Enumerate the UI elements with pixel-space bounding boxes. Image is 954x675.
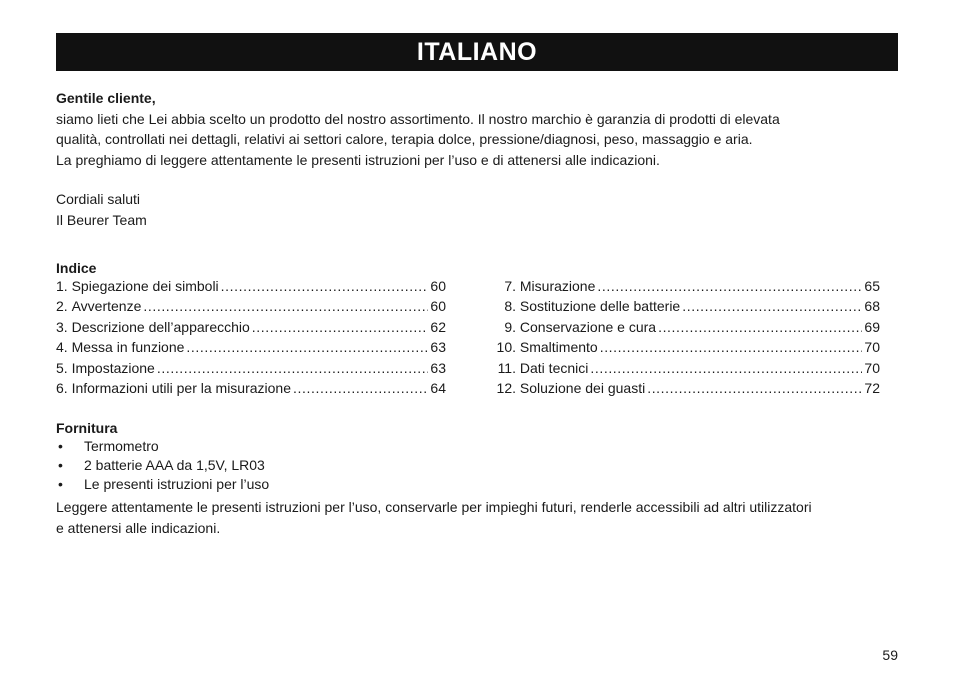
- toc-entry-number: 5.: [56, 359, 68, 376]
- toc-leader-dots: [157, 360, 429, 376]
- toc-heading: Indice: [56, 260, 97, 276]
- toc-entry[interactable]: [490, 319, 880, 339]
- toc-entry-title: Smaltimento: [519, 339, 598, 356]
- intro-line: siamo lieti che Lei abbia scelto un prodotto del nostro assortimento. Il nostro marchio è garanzia di prodotti di elevata: [56, 110, 780, 127]
- toc-entry-title: Misurazione: [519, 278, 596, 294]
- closing-line: Cordiali saluti: [56, 191, 141, 207]
- page-title: ITALIANO: [416, 37, 538, 66]
- toc-entry-number: 12.: [496, 379, 516, 396]
- bullet-icon: •: [58, 438, 63, 454]
- toc-column-left: [56, 278, 446, 400]
- toc-entry-page: 70: [864, 339, 880, 356]
- toc-entry-title: Impostazione: [71, 359, 155, 376]
- toc-entry[interactable]: [56, 298, 446, 318]
- list-item: [56, 457, 269, 476]
- toc-leader-dots: [293, 380, 428, 396]
- toc-entry-title: Soluzione dei guasti: [519, 379, 646, 396]
- toc-entry-number: 4.: [56, 339, 68, 356]
- toc-entry-number: 1.: [56, 278, 68, 294]
- intro-line: qualità, controllati nei dettagli, relativi ai settori calore, terapia dolce, pressione/diagnosi, peso, massaggio e aria.: [56, 131, 753, 147]
- toc-entry-page: 65: [864, 278, 880, 294]
- toc-leader-dots: [600, 339, 863, 355]
- toc-entry-title: Spiegazione dei simboli: [71, 278, 219, 294]
- toc-leader-dots: [252, 319, 429, 335]
- list-item: [56, 476, 269, 495]
- toc-leader-dots: [221, 278, 429, 294]
- toc-entry-number: 6.: [56, 379, 68, 396]
- toc-entry-title: Descrizione dell’apparecchio: [71, 318, 250, 335]
- toc-entry[interactable]: [56, 380, 446, 400]
- list-item-label: 2 batterie AAA da 1,5V, LR03: [84, 457, 265, 473]
- toc-leader-dots: [597, 278, 862, 294]
- toc-entry-page: 60: [430, 298, 446, 315]
- toc-entry-title: Conservazione e cura: [519, 318, 657, 335]
- toc-entry-page: 72: [864, 379, 880, 396]
- title-banner: [56, 33, 898, 71]
- toc-entry[interactable]: [56, 339, 446, 359]
- toc-entry-number: 9.: [504, 318, 516, 335]
- toc-leader-dots: [143, 298, 428, 314]
- greeting: Gentile cliente,: [56, 90, 156, 106]
- toc-entry[interactable]: [490, 278, 880, 298]
- intro-line: La preghiamo di leggere attentamente le presenti istruzioni per l’uso e di attenersi alle indicazioni.: [56, 151, 660, 168]
- intro-section: [56, 88, 898, 170]
- toc-leader-dots: [682, 298, 862, 314]
- toc-entry-page: 63: [430, 339, 446, 356]
- toc-entry[interactable]: [490, 298, 880, 318]
- toc-entry-title: Dati tecnici: [519, 359, 589, 376]
- toc-entry-number: 10.: [496, 339, 516, 356]
- toc-entry[interactable]: [490, 380, 880, 400]
- note-line: e attenersi alle indicazioni.: [56, 519, 221, 536]
- toc-entry[interactable]: [490, 339, 880, 359]
- list-item-label: Le presenti istruzioni per l’uso: [84, 476, 270, 492]
- toc-entry-title: Avvertenze: [71, 298, 142, 315]
- closing-section: [56, 189, 147, 230]
- list-item: [56, 438, 269, 457]
- toc-entry-number: 2.: [56, 298, 68, 315]
- fornitura-heading: Fornitura: [56, 420, 118, 436]
- toc-entry-page: 68: [864, 298, 880, 315]
- toc-entry-number: 11.: [497, 359, 516, 376]
- toc-entry-page: 60: [430, 278, 446, 294]
- toc-entry-number: 8.: [504, 298, 516, 315]
- toc-entry-title: Informazioni utili per la misurazione: [71, 379, 292, 396]
- toc-leader-dots: [647, 380, 862, 396]
- fornitura-list: [56, 438, 269, 495]
- list-item-label: Termometro: [84, 438, 159, 454]
- toc-entry-page: 63: [430, 359, 446, 376]
- toc-entry[interactable]: [490, 360, 880, 380]
- toc-entry-page: 64: [430, 379, 446, 396]
- toc-entry[interactable]: [56, 360, 446, 380]
- page-number: 59: [882, 647, 898, 663]
- signature-line: Il Beurer Team: [56, 211, 147, 228]
- toc-entry-number: 7.: [504, 278, 516, 294]
- bullet-icon: •: [58, 457, 63, 473]
- toc-entry-page: 70: [864, 359, 880, 376]
- toc-entry-title: Sostituzione delle batterie: [519, 298, 681, 315]
- bullet-icon: •: [58, 476, 63, 492]
- toc-entry-page: 62: [430, 318, 446, 335]
- toc-leader-dots: [590, 360, 862, 376]
- note-line: Leggere attentamente le presenti istruzioni per l’uso, conservarle per impieghi futuri, renderle accessibili ad altri utilizzatori: [56, 499, 812, 515]
- toc-entry-page: 69: [864, 318, 880, 335]
- toc-entry[interactable]: [56, 278, 446, 298]
- toc-entry[interactable]: [56, 319, 446, 339]
- toc-leader-dots: [658, 319, 862, 335]
- fornitura-note: [56, 497, 898, 538]
- toc-entry-number: 3.: [56, 318, 68, 335]
- toc-column-right: [490, 278, 880, 400]
- toc-leader-dots: [186, 339, 428, 355]
- toc-entry-title: Messa in funzione: [71, 339, 185, 356]
